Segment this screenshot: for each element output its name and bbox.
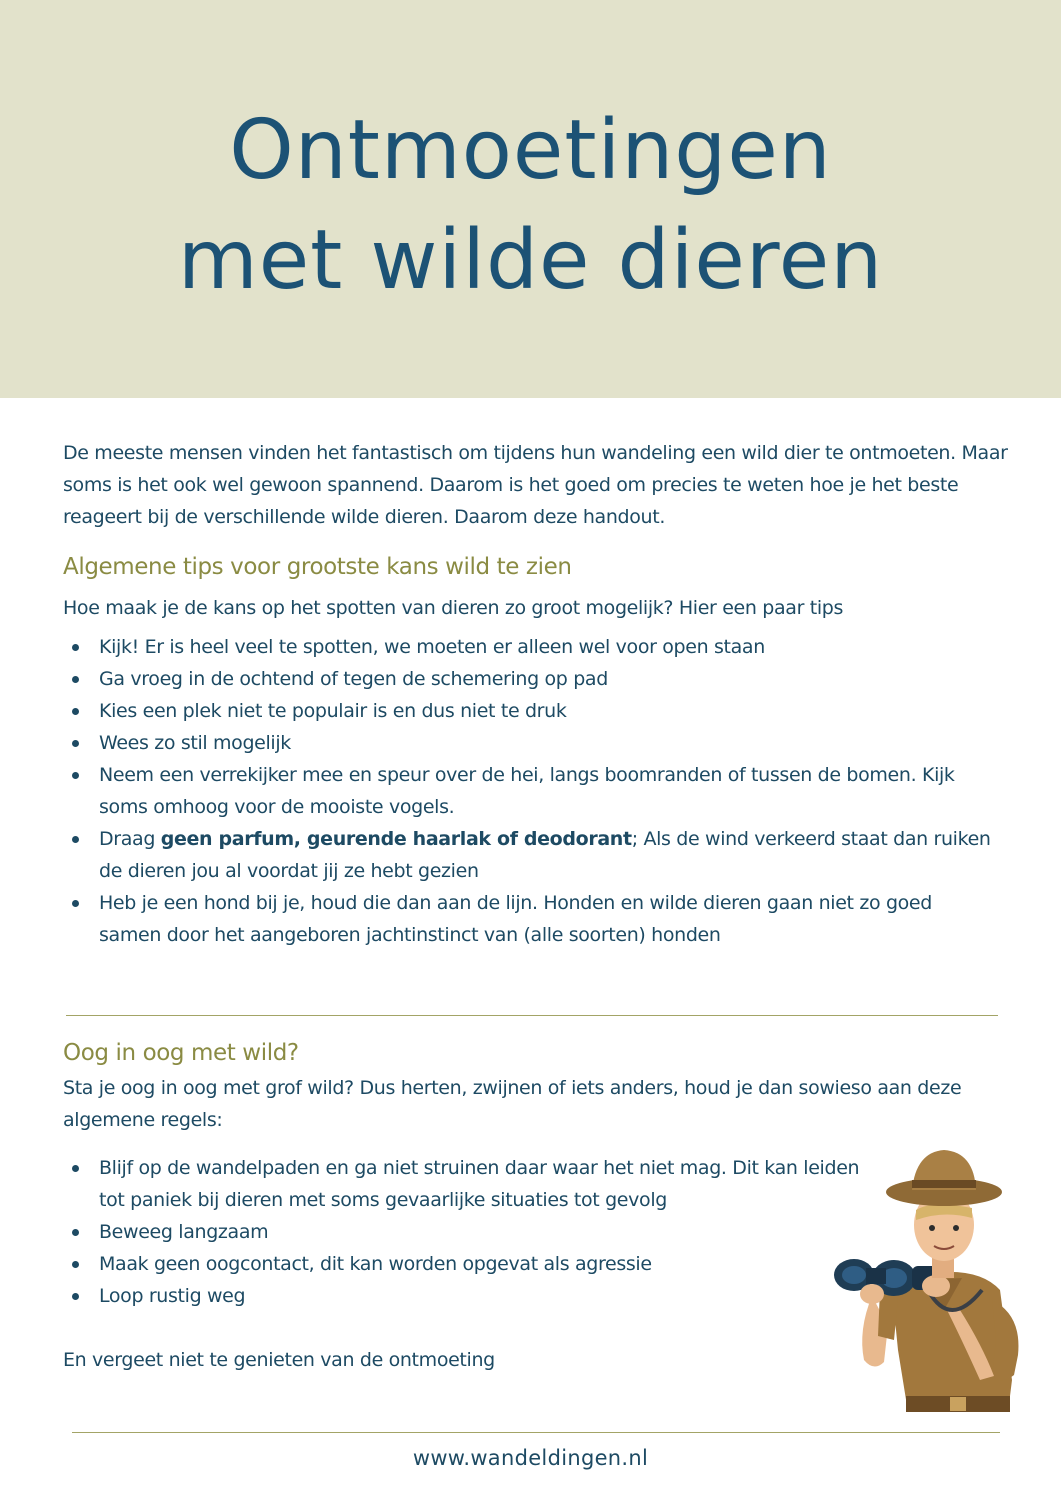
closing-line: En vergeet niet te genieten van de ontmoeting [63,1349,495,1371]
section-heading-tips: Algemene tips voor grootste kans wild te zien [63,554,572,580]
rules-list [63,1152,863,1312]
list-item: Kijk! Er is heel veel te spotten, we moeten er alleen wel voor open staan [63,631,993,663]
item-emphasis: geen parfum, geurende haarlak of deodorant [160,828,632,850]
list-item [63,823,993,887]
list-item: Kies een plek niet te populair is en dus niet te druk [63,695,993,727]
title-line-2: met wilde dieren [177,213,884,308]
item-text: ; Als de wind verkeerd staat dan ruiken de dieren jou al voordat jij ze hebt gezien [99,828,991,882]
footer-website-link[interactable]: www.wandeldingen.nl [412,1446,649,1470]
tips-list [63,631,993,951]
list-item: Beweeg langzaam [63,1216,863,1248]
list-item: Blijf op de wandelpaden en ga niet struinen daar waar het niet mag. Dit kan leiden tot paniek bij dieren met soms gevaarlijke situaties tot gevolg [63,1152,863,1216]
list-item: Neem een verrekijker mee en speur over de hei, langs boomranden of tussen de bomen. Kijk soms omhoog voor de mooiste vogels. [63,759,993,823]
list-item: Maak geen oogcontact, dit kan worden opgevat als agressie [63,1248,863,1280]
header-banner [0,0,1061,398]
section-lead-encounter: Sta je oog in oog met grof wild? Dus herten, zwijnen of iets anders, houd je dan sowieso aan deze algemene regels: [63,1077,962,1131]
intro-paragraph: De meeste mensen vinden het fantastisch om tijdens hun wandeling een wild dier te ontmoeten. Maar soms is het ook wel gewoon spannend. Daarom is het goed om precies te weten hoe je het beste reageert bij de verschillende wilde dieren. Daarom deze handout. [63,442,1008,528]
explorer-with-binoculars-illustration [832,1140,1028,1430]
page-title [0,96,1061,316]
section-lead-tips: Hoe maak je de kans op het spotten van dieren zo groot mogelijk? Hier een paar tips [63,597,844,619]
section-heading-encounter: Oog in oog met wild? [63,1040,299,1066]
footer-divider [72,1432,1000,1433]
divider [66,1015,998,1016]
list-item: Ga vroeg in de ochtend of tegen de schemering op pad [63,663,993,695]
title-line-1: Ontmoetingen [229,103,832,198]
list-item: Heb je een hond bij je, houd die dan aan de lijn. Honden en wilde dieren gaan niet zo goed samen door het aangeboren jachtinstinct van (alle soorten) honden [63,887,993,951]
list-item: Loop rustig weg [63,1280,863,1312]
item-text: Draag [99,828,161,850]
list-item: Wees zo stil mogelijk [63,727,993,759]
